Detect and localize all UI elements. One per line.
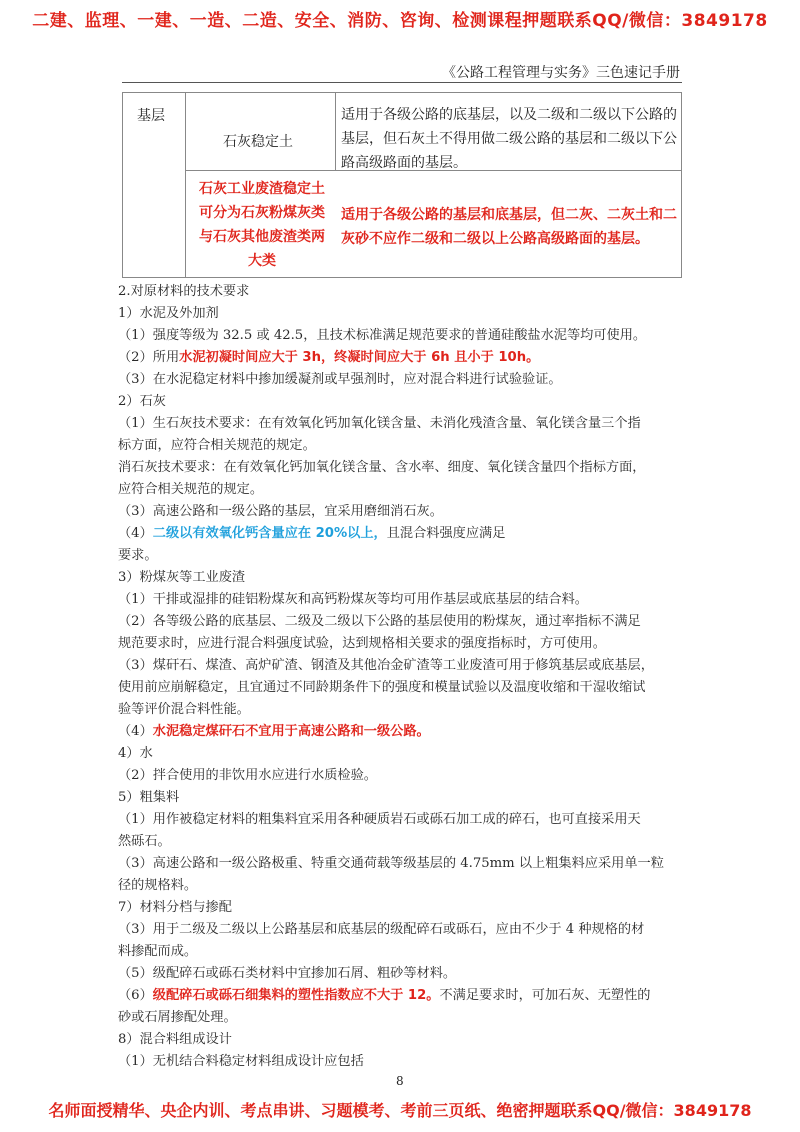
highlight-red: 水泥初凝时间应大于 3h，终凝时间应大于 6h 且小于 10h。 [179, 350, 540, 365]
subsection-heading: 5）粗集料 [118, 790, 180, 805]
subsection-heading: 4）水 [118, 746, 153, 761]
body-line: 料掺配而成。 [118, 944, 198, 959]
subsection-heading: 7）材料分档与掺配 [118, 900, 232, 915]
bottom-banner: 名师面授精华、央企内训、考点串讲、习题模考、考前三页纸、绝密押题联系QQ/微信：3849178 [48, 1101, 752, 1120]
body-line: 然砾石。 [118, 834, 171, 849]
body-line: 砂或石屑掺配处理。 [118, 1010, 237, 1025]
text-run: （4） [118, 724, 153, 739]
body-line: （1）用作被稳定材料的粗集料宜采用各种硬质岩石或砾石加工成的碎石，也可直接采用天 [118, 812, 641, 827]
desc-line: 适用于各级公路的基层和底基层，但二灰、二灰土和二 [341, 207, 677, 223]
body-line [118, 346, 539, 365]
body-line: （1）生石灰技术要求：在有效氧化钙加氧化镁含量、未消化残渣含量、氧化镁含量三个指 [118, 416, 641, 431]
header-divider [122, 82, 682, 83]
body-line [118, 522, 505, 541]
highlight-red: 水泥稳定煤矸石不宜用于高速公路和一级公路。 [152, 724, 430, 739]
highlight-red: 级配碎石或砾石细集料的塑性指数应不大于 12。 [152, 988, 440, 1003]
name-line: 石灰工业废渣稳定土 [199, 181, 325, 197]
subsection-heading: 8）混合料组成设计 [118, 1032, 232, 1047]
table-column-divider [185, 93, 186, 277]
body-line: 规范要求时，应进行混合料强度试验，达到规格相关要求的强度指标时，方可使用。 [118, 636, 606, 651]
body-line: （2）拌合使用的非饮用水应进行水质检验。 [118, 768, 377, 783]
body-line: 标方面，应符合相关规范的规定。 [118, 438, 316, 453]
body-line: （3）在水泥稳定材料中掺加缓凝剂或早强剂时，应对混合料进行试验验证。 [118, 372, 562, 387]
text-run: （2）所用 [118, 350, 180, 365]
page-number: 8 [396, 1074, 404, 1088]
body-line: （2）各等级公路的底基层、二级及二级以下公路的基层使用的粉煤灰，通过率指标不满足 [118, 614, 641, 629]
desc-line: 路高级路面的基层。 [341, 155, 467, 171]
name-line: 与石灰其他废渣类两 [199, 229, 325, 245]
subsection-heading: 1）水泥及外加剂 [118, 306, 219, 321]
desc-line: 基层，但石灰土不得用做二级公路的基层和二级以下公 [341, 131, 677, 147]
table-row-lime-soil-name: 石灰稳定土 [223, 134, 293, 150]
body-line [118, 984, 650, 1003]
body-line: （1）无机结合料稳定材料组成设计应包括 [118, 1054, 364, 1069]
highlight-blue: 二级以有效氧化钙含量应在 20%以上， [152, 526, 387, 541]
body-line: （5）级配碎石或砾石类材料中宜掺加石屑、粗砂等材料。 [118, 966, 457, 981]
name-line: 大类 [248, 253, 276, 269]
top-banner: 二建、监理、一建、一造、二造、安全、消防、咨询、检测课程押题联系QQ/微信：3849178 [32, 11, 768, 31]
text-run: 不满足要求时，可加石灰、无塑性的 [439, 988, 651, 1003]
body-line: 要求。 [118, 548, 158, 563]
table-row-lime-soil-desc [341, 103, 677, 175]
table-row-industrial-waste-name [189, 177, 335, 273]
body-line: （3）高速公路和一级公路极重、特重交通荷载等级基层的 4.75mm 以上粗集料应采用单一粒 [118, 856, 664, 871]
subsection-heading: 2）石灰 [118, 394, 166, 409]
text-run: 且混合料强度应满足 [386, 526, 506, 541]
body-line: （3）高速公路和一级公路的基层，宜采用磨细消石灰。 [118, 504, 443, 519]
table-row-industrial-waste-desc [341, 203, 677, 251]
text-run: （6） [118, 988, 153, 1003]
body-line [118, 720, 430, 739]
body-line: 使用前应崩解稳定，且宜通过不同龄期条件下的强度和模量试验以及温度收缩和干湿收缩试 [118, 680, 646, 695]
body-line: （1）干排或湿排的硅铝粉煤灰和高钙粉煤灰等均可用作基层或底基层的结合料。 [118, 592, 588, 607]
subsection-heading: 3）粉煤灰等工业废渣 [118, 570, 246, 585]
body-line: （3）煤矸石、煤渣、高炉矿渣、钢渣及其他冶金矿渣等工业废渣可用于修筑基层或底基层， [118, 658, 654, 673]
body-line: （3）用于二级及二级以上公路基层和底基层的级配碎石或砾石，应由不少于 4 种规格的材 [118, 922, 645, 937]
body-line: 径的规格料。 [118, 878, 198, 893]
desc-line: 灰砂不应作二级和二级以上公路高级路面的基层。 [341, 231, 649, 247]
base-layer-table [122, 92, 682, 278]
body-line: 应符合相关规范的规定。 [118, 482, 264, 497]
book-title: 《公路工程管理与实务》三色速记手册 [442, 65, 680, 81]
table-category-cell: 基层 [137, 108, 165, 124]
body-line: （1）强度等级为 32.5 或 42.5，且技术标准满足规范要求的普通硅酸盐水泥等均可使用。 [118, 328, 647, 343]
table-inner-divider [335, 93, 336, 170]
body-line: 消石灰技术要求：在有效氧化钙加氧化镁含量、含水率、细度、氧化镁含量四个指标方面， [118, 460, 646, 475]
section-heading: 2.对原材料的技术要求 [118, 284, 250, 299]
desc-line: 适用于各级公路的底基层，以及二级和二级以下公路的 [341, 107, 677, 123]
text-run: （4） [118, 526, 153, 541]
name-line: 可分为石灰粉煤灰类 [199, 205, 325, 221]
body-line: 验等评价混合料性能。 [118, 702, 250, 717]
